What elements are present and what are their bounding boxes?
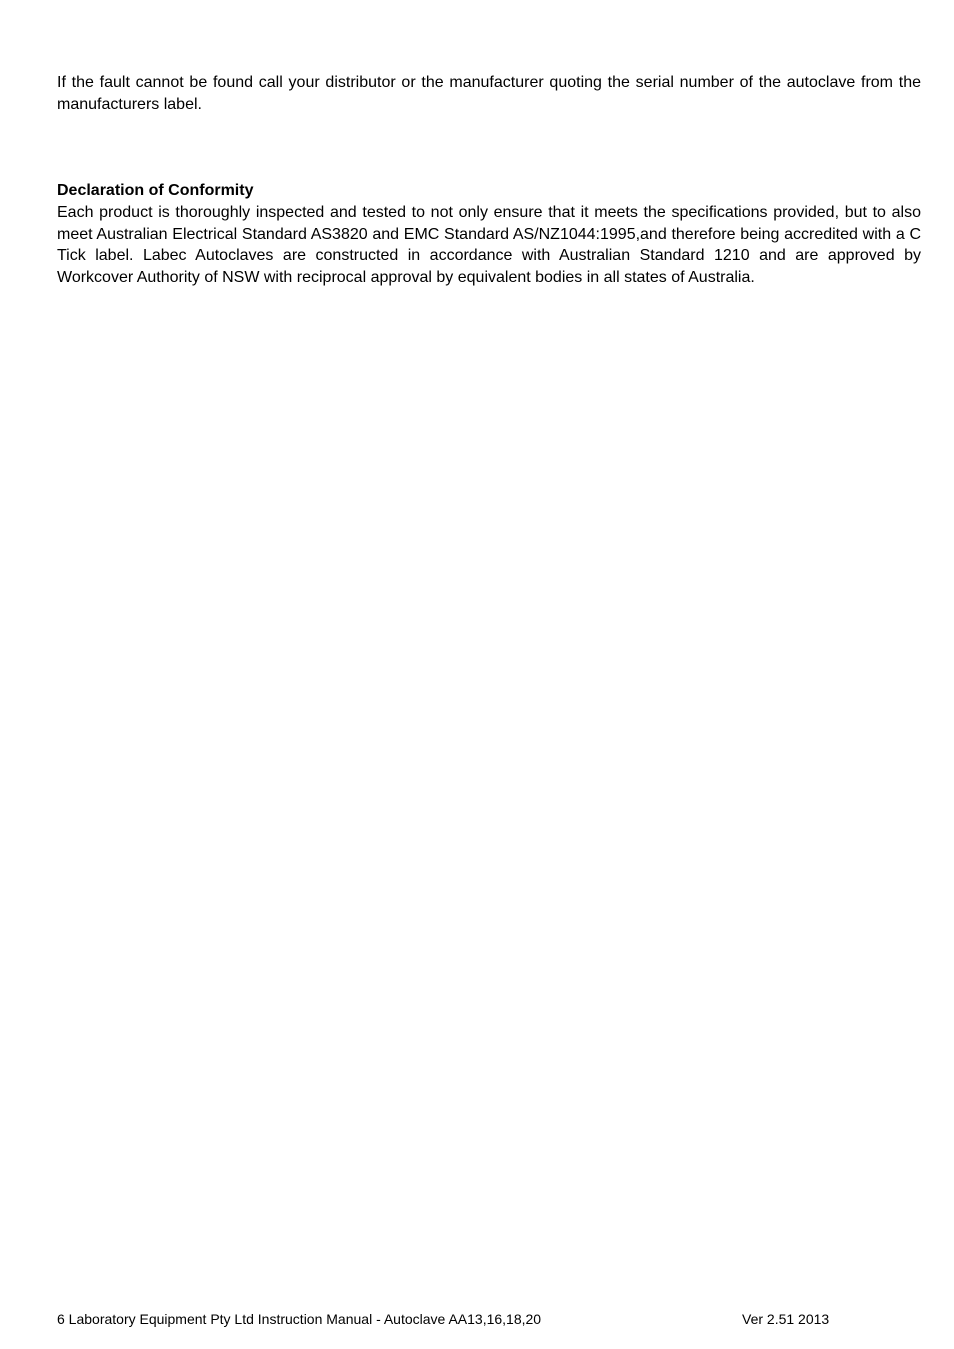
- footer-document-info: 6 Laboratory Equipment Pty Ltd Instruction Manual - Autoclave AA13,16,18,20: [57, 1311, 542, 1327]
- declaration-paragraph: Each product is thoroughly inspected and tested to not only ensure that it meets the specifications provided, but to also meet Australian Electrical Standard AS3820 and EMC Standard AS/NZ1044:1995,and therefore being accredited with a C Tick label. Labec Autoclaves are constructed in accordance with Australian Standard 1210 and are approved by Workcover Authority of NSW with reciprocal approval by equivalent bodies in all states of Australia.: [57, 204, 921, 286]
- footer-version: Ver 2.51 2013: [742, 1311, 830, 1327]
- declaration-heading: Declaration of Conformity: [57, 182, 254, 199]
- fault-paragraph: If the fault cannot be found call your distributor or the manufacturer quoting the serial number of the autoclave from the manufacturers label.: [57, 74, 921, 113]
